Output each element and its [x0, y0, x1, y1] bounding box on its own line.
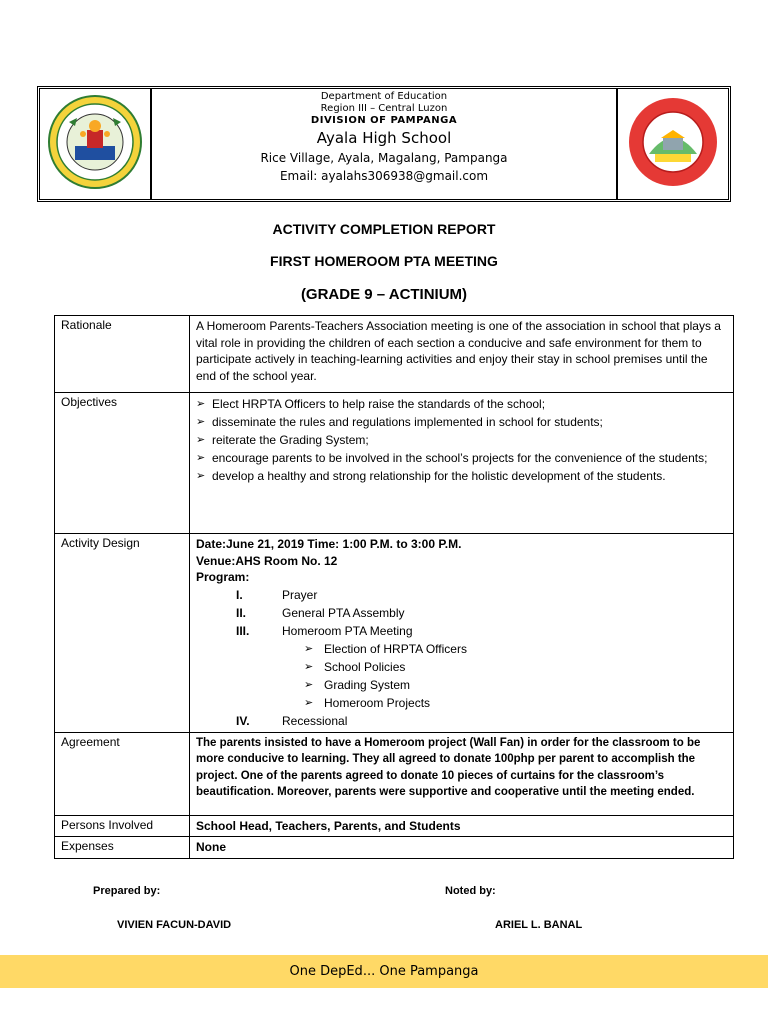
- program-text: General PTA Assembly: [282, 605, 405, 620]
- program-number: IV.: [236, 713, 250, 728]
- meeting-title: FIRST HOMEROOM PTA MEETING: [270, 253, 498, 269]
- rationale-row: [55, 316, 734, 393]
- rationale-text: A Homeroom Parents-Teachers Association meeting is one of the association in school that plays a vital role in providing the children of each section a conducive and safe environment for them to participate actively in teaching-learning activities and enjoy their stay in school premises until the end of the school year.: [190, 316, 734, 393]
- agreement-label: Agreement: [55, 732, 190, 815]
- objectives-cell: [190, 393, 734, 534]
- program-label: Program:: [196, 570, 250, 584]
- rationale-label: Rationale: [55, 316, 190, 393]
- school-email: Email: ayalahs306938@gmail.com: [279, 169, 489, 183]
- persons-row: [55, 815, 734, 837]
- program-list: [196, 586, 727, 730]
- objective-item: ➢ encourage parents to be involved in the school’s projects for the convenience of the students;: [196, 449, 727, 467]
- program-number: III.: [236, 623, 250, 638]
- objectives-label: Objectives: [55, 393, 190, 534]
- letterhead: [37, 86, 731, 202]
- objective-item: ➢ disseminate the rules and regulations implemented in school for students;: [196, 413, 727, 431]
- region-name: Region III – Central Luzon: [320, 103, 448, 114]
- expenses-row: [55, 837, 734, 859]
- meeting-agenda-list: [282, 640, 727, 712]
- program-text: Recessional: [282, 713, 348, 728]
- program-text: Prayer: [282, 587, 318, 602]
- objective-item: ➢ develop a healthy and strong relationship for the holistic development of the students.: [196, 467, 727, 485]
- agreement-text: The parents insisted to have a Homeroom project (Wall Fan) in order for the classroom to be more conducive to learning. They all agreed to donate 100php per parent to accomplish the project. One of the parents agreed to donate 10 pieces of curtains for the classroom’s beautification. Moreover, parents were supportive and cooperative until the meeting ended.: [190, 732, 734, 815]
- agenda-item: ➢ Homeroom Projects: [290, 694, 727, 712]
- division-name: DIVISION OF PAMPANGA: [310, 115, 458, 126]
- program-item: [196, 586, 727, 604]
- expenses-label: Expenses: [55, 837, 190, 859]
- department-name: Department of Education: [320, 91, 448, 102]
- activity-design-cell: [190, 534, 734, 733]
- report-title: ACTIVITY COMPLETION REPORT: [272, 221, 496, 237]
- school-seal-cell: [616, 89, 728, 199]
- section-title: (GRADE 9 – ACTINIUM): [300, 286, 468, 303]
- noted-by-name: ARIEL L. BANAL: [495, 919, 583, 931]
- program-text: Homeroom PTA Meeting: [282, 623, 413, 638]
- agenda-item: ➢ Grading System: [290, 676, 727, 694]
- prepared-by-name: VIVIEN FACUN-DAVID: [117, 919, 232, 931]
- school-seal-logo: [625, 92, 721, 192]
- activity-date: Date:June 21, 2019 Time: 1:00 P.M. to 3:00 P.M.: [196, 537, 462, 551]
- activity-venue: Venue:AHS Room No. 12: [196, 553, 338, 568]
- letterhead-text: [152, 91, 616, 185]
- persons-text: School Head, Teachers, Parents, and Students: [190, 815, 734, 837]
- agenda-item: ➢ Election of HRPTA Officers: [290, 640, 727, 658]
- objectives-list: [196, 395, 727, 485]
- noted-by-label: Noted by:: [445, 885, 496, 897]
- objective-item: ➢ reiterate the Grading System;: [196, 431, 727, 449]
- agreement-row: [55, 732, 734, 815]
- deped-seal-cell: [40, 89, 152, 199]
- school-address: Rice Village, Ayala, Magalang, Pampanga: [260, 151, 508, 165]
- objective-item: ➢ Elect HRPTA Officers to help raise the standards of the school;: [196, 395, 727, 413]
- agenda-item: ➢ School Policies: [290, 658, 727, 676]
- program-number: I.: [236, 587, 243, 602]
- persons-label: Persons Involved: [55, 815, 190, 837]
- program-number: II.: [236, 605, 247, 620]
- activity-design-label: Activity Design: [55, 534, 190, 733]
- expenses-text: None: [190, 837, 734, 859]
- school-name: Ayala High School: [316, 129, 452, 147]
- footer-banner: One DepEd... One Pampanga: [0, 955, 768, 988]
- program-item: [196, 604, 727, 622]
- activity-design-row: [55, 534, 734, 733]
- program-item: [196, 712, 727, 730]
- deped-seal-logo: [47, 92, 143, 192]
- objectives-row: [55, 393, 734, 534]
- program-item: [196, 622, 727, 712]
- report-table: [54, 315, 734, 859]
- prepared-by-label: Prepared by:: [93, 885, 161, 897]
